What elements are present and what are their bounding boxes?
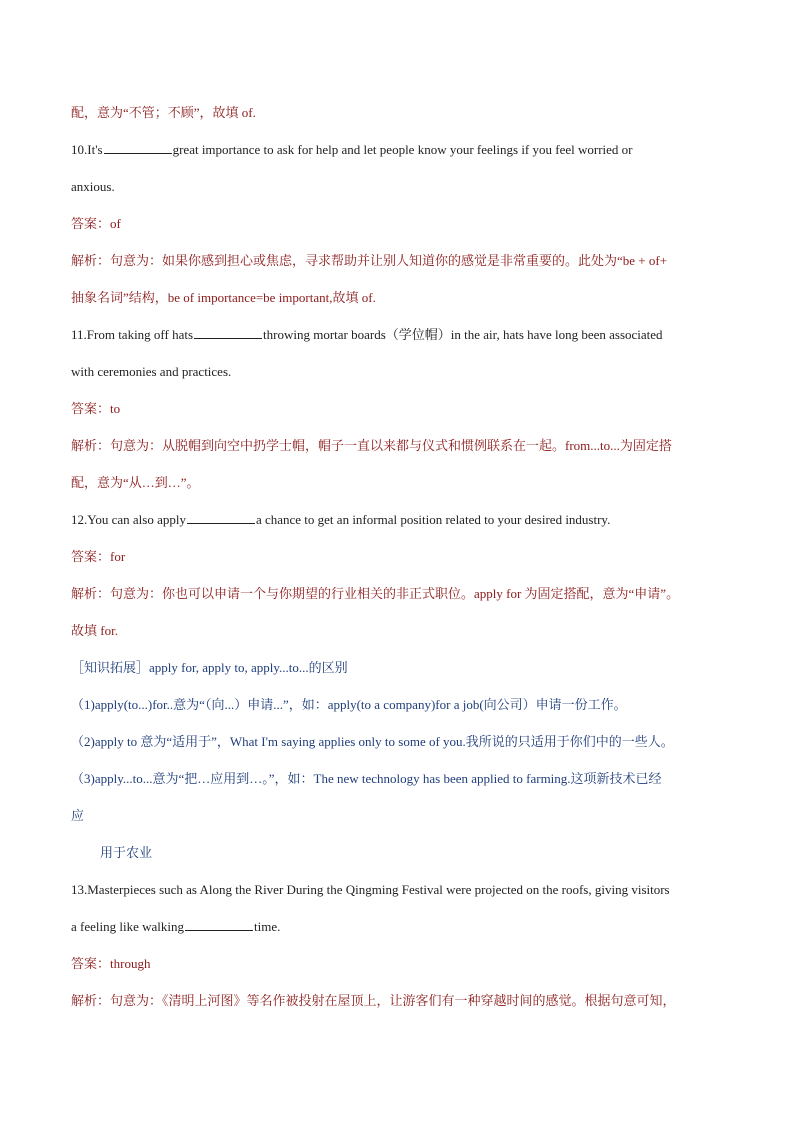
answer-blank (187, 511, 255, 524)
knowledge-item-3-line-2: 应 (71, 808, 85, 823)
knowledge-item-3-line-1: （3)apply...to...意为“把…应用到…。”，如：The new technology has been applied to farming.这项新技术已经 (71, 771, 662, 786)
answer-10: 答案：of (71, 216, 121, 231)
question-11-line-1: 11.From taking off hats throwing mortar boards（学位帽）in the air, hats have long been associated (71, 327, 663, 342)
knowledge-item-1: （1)apply(to...)for..意为“（向...）申请...”，如：apply(to a company)for a job(向公司）申请一份工作。 (71, 697, 627, 712)
explanation-line: 配，意为“不管；不顾”，故填 of. (71, 105, 256, 120)
explanation-10-line-2: 抽象名词”结构，be of importance=be important,故填 of. (71, 290, 376, 305)
explanation-12-line-2: 故填 for. (71, 623, 118, 638)
knowledge-item-2: （2)apply to 意为“适用于”，What I'm saying applies only to some of you.我所说的只适用于你们中的一些人。 (71, 734, 674, 749)
explanation-11-line-1: 解析：句意为：从脱帽到向空中扔学士帽，帽子一直以来都与仪式和惯例联系在一起。from...to...为固定搭 (71, 438, 672, 453)
question-11-line-2: with ceremonies and practices. (71, 364, 232, 379)
explanation-11-line-2: 配，意为“从…到…”。 (71, 475, 200, 490)
question-13-line-1: 13.Masterpieces such as Along the River During the Qingming Festival were projected on the roofs, giving visitors (71, 882, 670, 897)
knowledge-item-3-line-3: 用于农业 (100, 845, 153, 860)
question-10-line-1: 10.It's great importance to ask for help and let people know your feelings if you feel worried or (71, 142, 633, 157)
answer-12: 答案：for (71, 549, 126, 564)
answer-blank (194, 326, 262, 339)
question-12: 12.You can also apply a chance to get an informal position related to your desired industry. (71, 512, 611, 527)
answer-13: 答案：through (71, 956, 151, 971)
answer-11: 答案：to (71, 401, 121, 416)
question-13-line-2: a feeling like walking time. (71, 919, 281, 934)
explanation-12-line-1: 解析：句意为：你也可以申请一个与你期望的行业相关的非正式职位。apply for 为固定搭配，意为“申请”。 (71, 586, 680, 601)
knowledge-heading: ［知识拓展］apply for, apply to, apply...to...的区别 (71, 660, 348, 675)
explanation-13-line-1: 解析：句意为：《清明上河图》等名作被投射在屋顶上，让游客们有一种穿越时间的感觉。根据句意可知， (71, 993, 676, 1008)
question-10-line-2: anxious. (71, 179, 115, 194)
answer-blank (185, 918, 253, 931)
answer-blank (104, 141, 172, 154)
explanation-10-line-1: 解析：句意为：如果你感到担心或焦虑，寻求帮助并让别人知道你的感觉是非常重要的。此处为“be + of+ (71, 253, 668, 268)
